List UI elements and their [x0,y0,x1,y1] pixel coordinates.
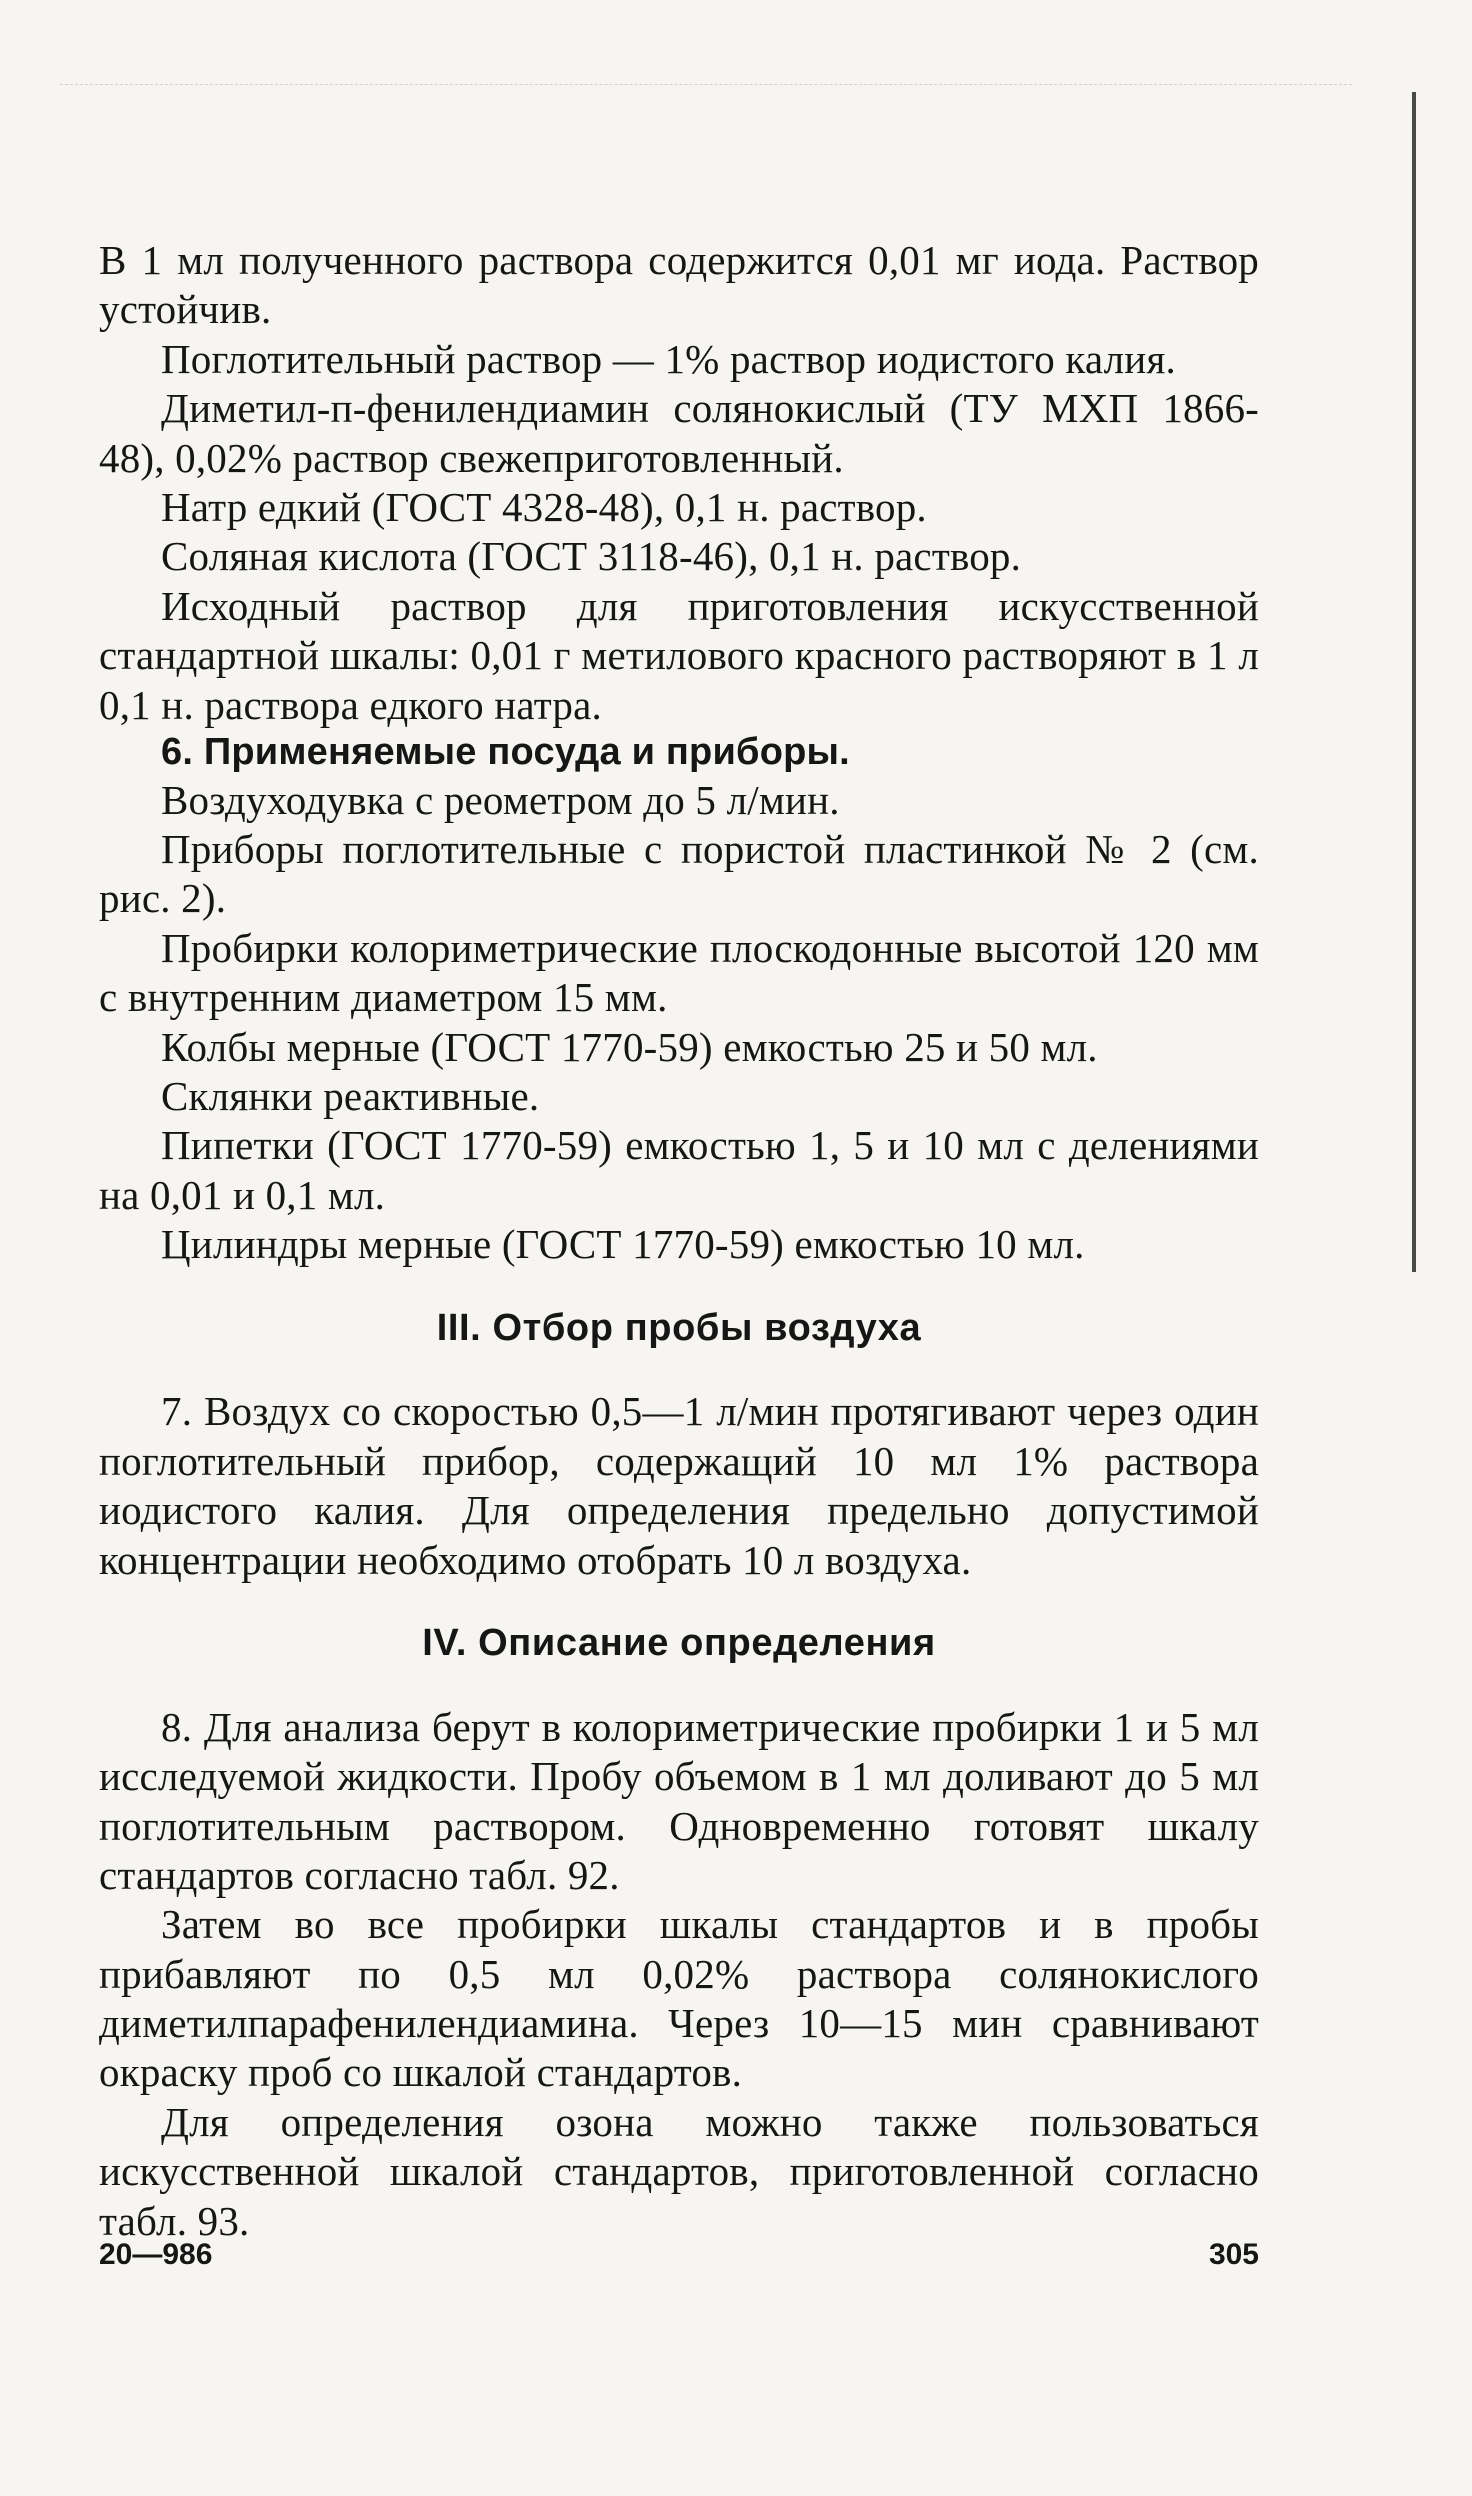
section-heading-iv: IV. Описание определения [422,1621,936,1664]
paragraph: Соляная кислота (ГОСТ 3118-46), 0,1 н. раствор. [161,533,1022,580]
paragraph: Натр едкий (ГОСТ 4328-48), 0,1 н. раствор. [161,483,927,530]
page-text [99,236,1259,2246]
subsection-heading: 6. Применяемые посуда и приборы. [161,730,850,773]
paragraph: Колбы мерные (ГОСТ 1770-59) емкостью 25 и 50 мл. [161,1023,1098,1070]
paragraph: 7. Воздух со скоростью 0,5—1 л/мин протягивают через один поглотительный прибор, содержащий 10 мл 1% раствора иодистого калия. Для определения предельно допустимой концентрации необходимо отобрать 10 л воздуха. [99,1388,1259,1583]
page-footer [99,2238,1259,2272]
paragraph: Воздуходувка с реометром до 5 л/мин. [161,776,840,823]
scan-edge-top [60,84,1352,85]
paragraph: Пробирки колориметрические плоскодонные высотой 120 мм с внутренним диаметром 15 мм. [99,924,1259,1021]
paragraph: Пипетки (ГОСТ 1770-59) емкостью 1, 5 и 10 мл с делениями на 0,01 и 0,1 мл. [99,1122,1259,1218]
section-heading-iii: III. Отбор пробы воздуха [436,1306,922,1349]
paragraph: Для определения озона можно также пользоваться искусственной шкалой стандартов, приготовленной согласно табл. 93. [99,2098,1259,2244]
paragraph: Приборы поглотительные с пористой пластинкой № 2 (см. рис. 2). [99,826,1259,922]
paragraph: Склянки реактивные. [161,1073,540,1120]
scan-edge-right [1412,92,1416,1272]
paragraph: Поглотительный раствор — 1% раствор иодистого калия. [161,335,1176,382]
page-number: 305 [1208,2238,1259,2271]
signature-mark: 20—986 [99,2238,213,2271]
paragraph: 8. Для анализа берут в колориметрические пробирки 1 и 5 мл исследуемой жидкости. Пробу объемом в 1 мл доливают до 5 мл поглотительным раствором. Одновременно готовят шкалу стандартов согласно табл. 92. [99,1703,1259,1898]
paragraph: В 1 мл полученного раствора содержится 0,01 мг иода. Раствор устойчив. [99,237,1259,333]
paragraph: Цилиндры мерные (ГОСТ 1770-59) емкостью 10 мл. [161,1221,1085,1268]
paragraph: Затем во все пробирки шкалы стандартов и в пробы прибавляют по 0,5 мл 0,02% раствора солянокислого диметилпарафенилендиамина. Через 10—15 мин сравнивают окраску проб со шкалой стандартов. [99,1901,1259,2096]
paragraph: Исходный раствор для приготовления искусственной стандартной шкалы: 0,01 г метилового красного растворяют в 1 л 0,1 н. раствора едкого натра. [99,582,1259,728]
paragraph: Диметил-п-фенилендиамин солянокислый (ТУ МХП 1866-48), 0,02% раствор свежеприготовленный. [99,385,1259,481]
